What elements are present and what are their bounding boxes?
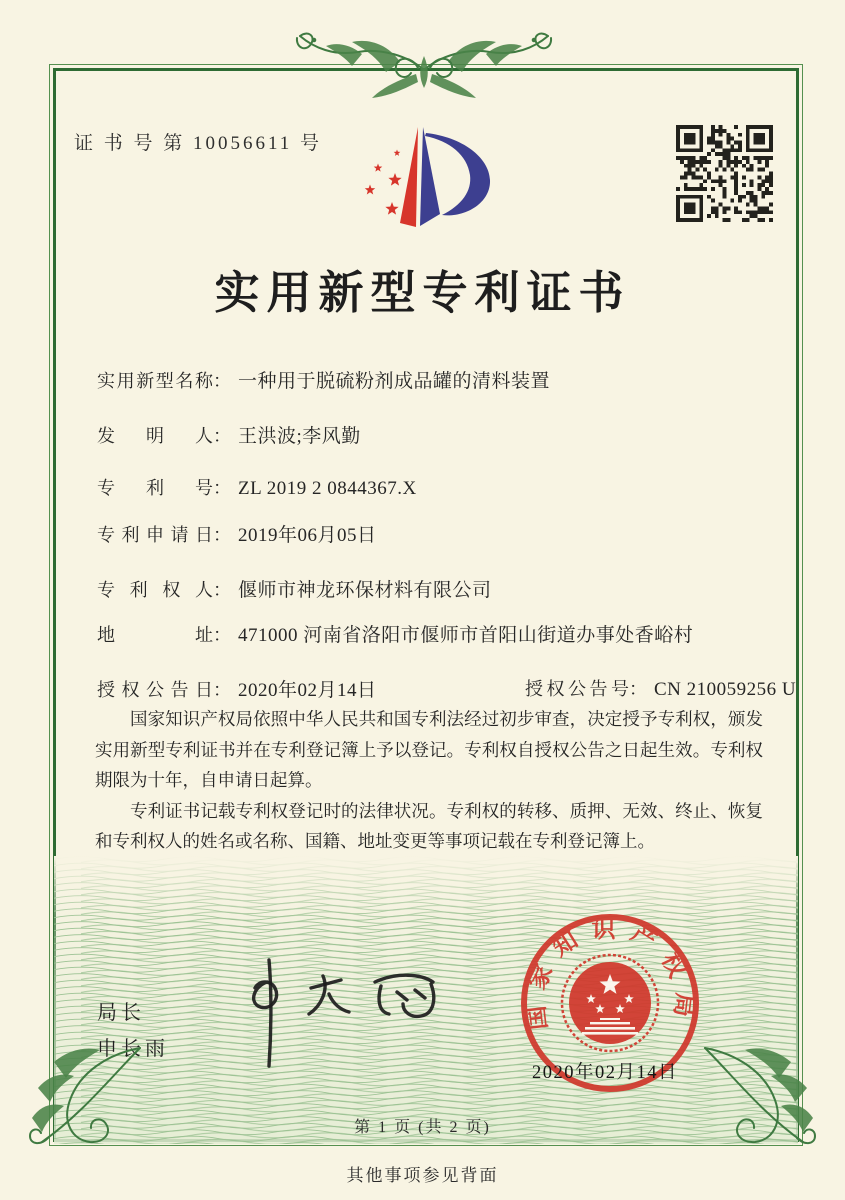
field-row-grant: 授权公告日： 2020年02月14日 授权公告号： CN 210059256 U [97,675,797,701]
field-value: 一种用于脱硫粉剂成品罐的清料装置 [238,371,551,392]
qr-code [676,125,773,222]
certificate-number: 证 书 号 第 10056611 号 [74,133,323,154]
grant-date-label: 授权公告日 [97,680,213,700]
field-value: 471000 河南省洛阳市偃师市首阳山街道办事处香峪村 [238,625,694,646]
commissioner-title: 局长 [97,1002,145,1024]
grant-number-label: 授权公告号 [525,679,629,699]
field-label: 专利申请日 [97,525,213,545]
grant-number-value: CN 210059256 U [654,679,797,700]
field-value: ZL 2019 2 0844367.X [238,478,417,499]
grant-date-value: 2020年02月14日 [238,680,377,701]
cnipa-logo-icon [350,125,500,235]
seal-date: 2020年02月14日 [531,1063,678,1083]
field-row-inventor: 发明人： 王洪波;李风勤 [97,421,361,447]
field-label: 地址 [97,625,213,645]
field-label: 专利权人 [97,580,213,600]
legal-paragraph-1: 国家知识产权局依照中华人民共和国专利法经过初步审查，决定授予专利权，颁发实用新型专利证书并在专利登记簿上予以登记。专利权自授权公告之日起生效。专利权期限为十年，自申请日起算。 [95,709,763,790]
national-emblem-icon [562,955,658,1051]
page-number: 第 1 页 (共 2 页) [354,1119,491,1136]
commissioner-name: 申长雨 [97,1038,169,1060]
certificate-title: 实用新型专利证书 [214,268,631,318]
field-value: 2019年06月05日 [238,525,377,546]
top-ornament [290,26,558,100]
field-row-filing-date: 专利申请日： 2019年06月05日 [97,520,377,546]
field-label: 实用新型名称 [97,371,213,391]
seal-text: 国家知识产权局 [522,916,698,1032]
field-value: 偃师市神龙环保材料有限公司 [238,580,492,601]
field-row-patent-number: 专利号： ZL 2019 2 0844367.X [97,474,417,500]
field-row-patentee: 专利权人： 偃师市神龙环保材料有限公司 [97,575,492,601]
field-row-name: 实用新型名称： 一种用于脱硫粉剂成品罐的清料装置 [97,366,550,392]
handwritten-signature-icon [225,948,455,1078]
legal-text [95,704,763,857]
field-row-address: 地址： 471000 河南省洛阳市偃师市首阳山街道办事处香峪村 [97,620,693,646]
field-label: 发明人 [97,426,213,446]
field-value: 王洪波;李风勤 [238,426,361,447]
legal-paragraph-2: 专利证书记载专利权登记时的法律状况。专利权的转移、质押、无效、终止、恢复和专利权人的姓名或名称、国籍、地址变更等事项记载在专利登记簿上。 [95,800,763,851]
field-label: 专利号 [97,478,213,498]
back-side-note: 其他事项参见背面 [346,1166,499,1185]
